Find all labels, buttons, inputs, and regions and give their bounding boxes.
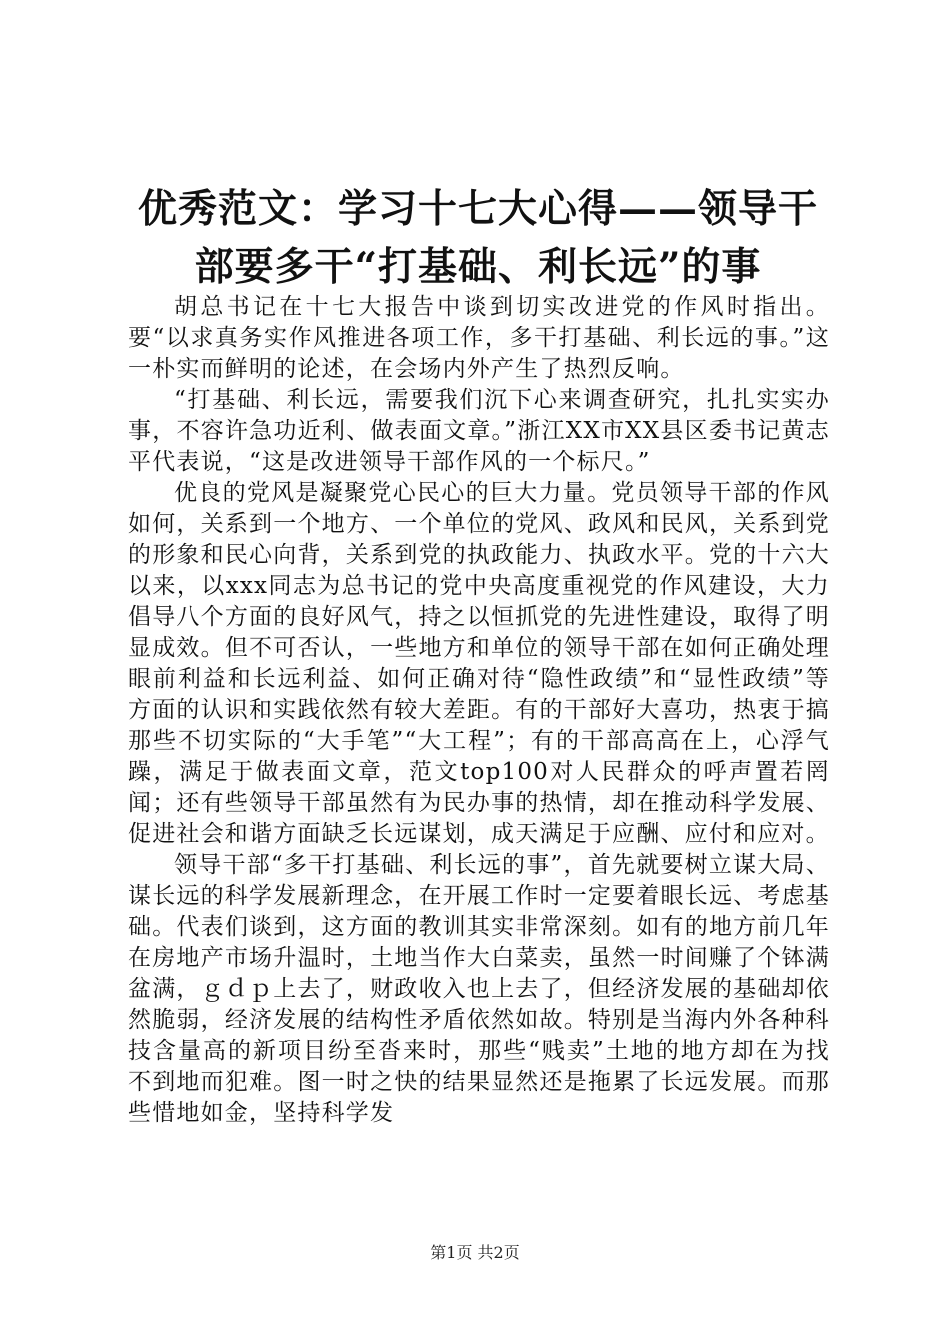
page-number-footer: 第1页 共2页 [430,1243,520,1262]
document-title: 优秀范文：学习十七大心得——领导干部要多干“打基础、利长远”的事 [137,186,818,290]
paragraph-2: “打基础、利长远，需要我们沉下心来调查研究，扎扎实实办事，不容许急功近利、做表面文章。”浙江XX市XX县区委书记黄志平代表说，“这是改进领导干部作风的一个标尺。” [128,387,830,475]
paragraph-3: 优良的党风是凝聚党心民心的巨大力量。党员领导干部的作风如何，关系到一个地方、一个单位的党风、政风和民风，关系到党的形象和民心向背，关系到党的执政能力、执政水平。党的十六大以来，以xxx同志为总书记的党中央高度重视党的作风建设，大力倡导八个方面的良好风气，持之以恒抓党的先进性建设，取得了明显成效。但不可否认，一些地方和单位的领导干部在如何正确处理眼前利益和长远利益、如何正确对待“隐性政绩”和“显性政绩”等方面的认识和实践依然有较大差距。有的干部好大喜功，热衷于搞那些不切实际的“大手笔”“大工程”；有的干部高高在上，心浮气躁，满足于做表面文章，范文top100对人民群众的呼声置若罔闻；还有些领导干部虽然有为民办事的热情，却在推动科学发展、促进社会和谐方面缺乏长远谋划，成天满足于应酬、应付和应对。 [128,480,830,847]
paragraph-1: 胡总书记在十七大报告中谈到切实改进党的作风时指出。要“以求真务实作风推进各项工作，多干打基础、利长远的事。”这一朴实而鲜明的论述，在会场内外产生了热烈反响。 [128,294,830,382]
paragraph-4: 领导干部“多干打基础、利长远的事”，首先就要树立谋大局、谋长远的科学发展新理念，在开展工作时一定要着眼长远、考虑基础。代表们谈到，这方面的教训其实非常深刻。如有的地方前几年在房地产市场升温时，土地当作大白菜卖，虽然一时间赚了个钵满盆满，ｇｄｐ上去了，财政收入也上去了，但经济发展的基础却依然脆弱，经济发展的结构性矛盾依然如故。特别是当海内外各种科技含量高的新项目纷至沓来时，那些“贱卖”土地的地方却在为找不到地而犯难。图一时之快的结果显然还是拖累了长远发展。而那些惜地如金，坚持科学发 [128,852,830,1126]
document-body [128,292,830,1129]
